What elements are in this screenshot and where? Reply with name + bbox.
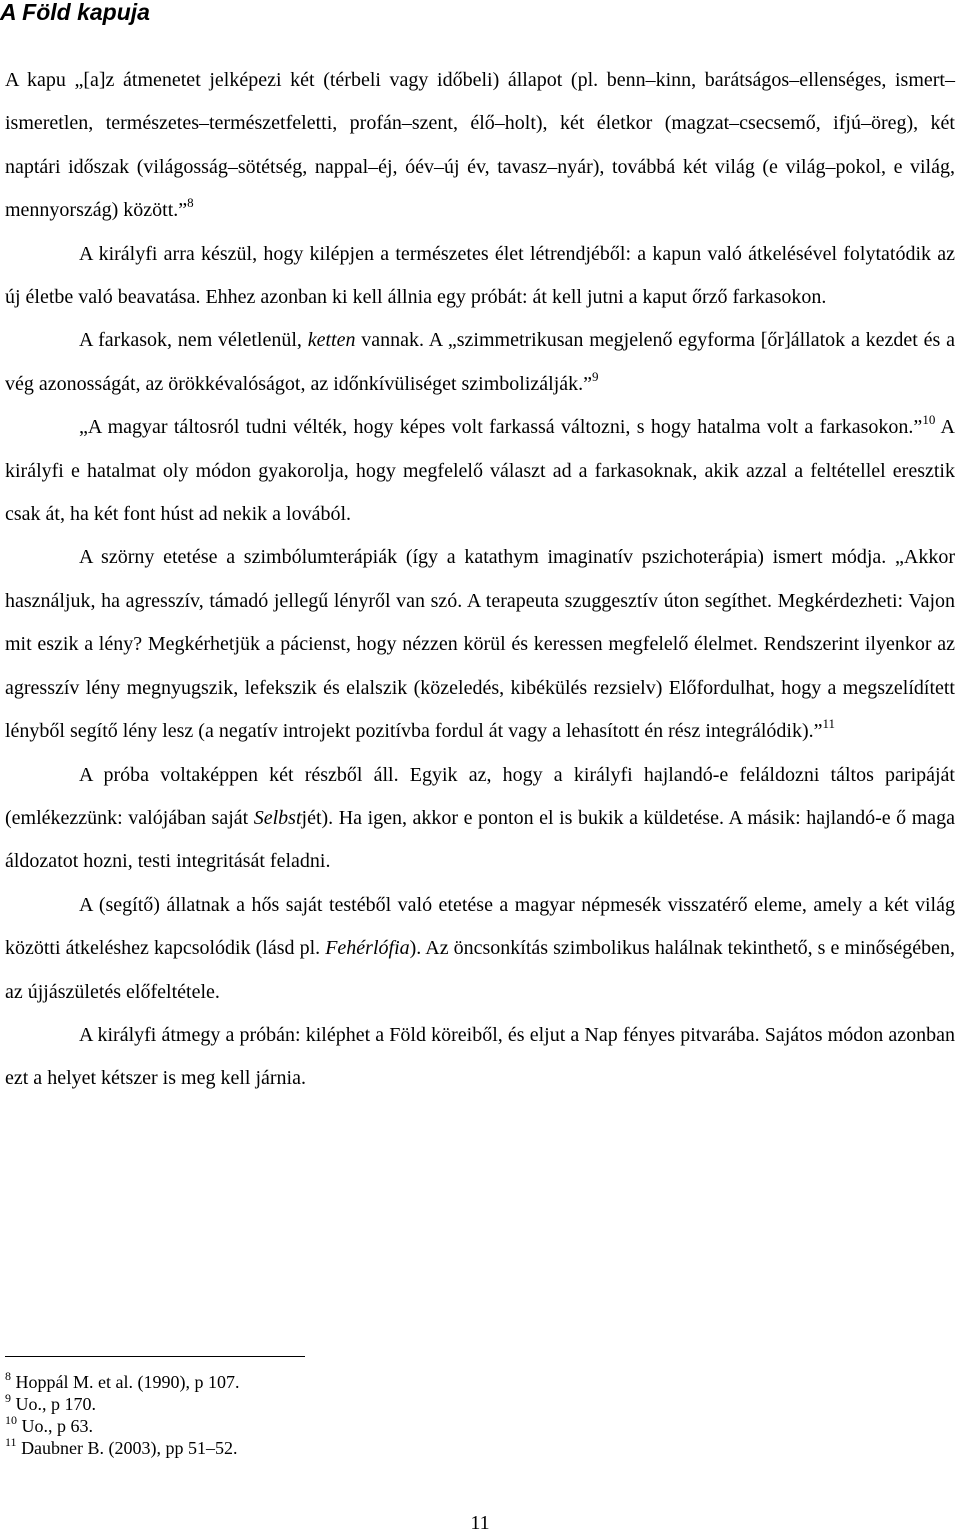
footnote-text: Hoppál M. et al. (1990), p 107. [11,1372,240,1392]
paragraph-text: ). Az öncsonkítás szimbolikus halálnak tekinthető, s e minőségében, az újjászületés előfeltétele. [5,937,955,1003]
footnotes [5,1371,905,1459]
paragraph-text: A királyfi átmegy a próbán: kiléphet a Föld köreiből, és eljut a Nap fényes pitvarába. Sajátos módon azonban ezt a helyet kétszer is meg kell járnia. [5,1023,955,1090]
footnote [5,1415,905,1437]
paragraph [5,233,955,320]
paragraph-text: „A magyar táltosról tudni vélték, hogy képes volt farkassá változni, s hogy hatalma volt a farkasokon.” [79,416,923,439]
paragraph-text: A királyfi e hatalmat oly módon gyakorolja, hogy megfelelő választ ad a farkasoknak, akik azzal a feltétellel eresztik csak át, ha két font húst ad nekik a lovából. [5,416,955,526]
footnote-text: Uo., p 170. [11,1394,96,1414]
italic-text: Selbst [253,806,302,829]
footnote-reference[interactable]: 9 [592,368,599,384]
body-text [5,59,955,1101]
footnote-reference[interactable]: 8 [187,195,194,211]
paragraph-text: A (segítő) állatnak a hős saját testéből való etetése a magyar népmesék visszatérő eleme, amely a két világ közötti átkeléshez kapcsolódik (lásd pl. [5,893,955,960]
footnote [5,1393,905,1415]
italic-text: ketten [307,329,356,352]
paragraph-text: A próba voltaképpen két részből áll. Egyik az, hogy a királyfi hajlandó-e feláldozni táltos paripáját (emlékezzünk: valójában saját [5,763,955,829]
paragraph-text: A kapu „[a]z átmenetet jelképezi két (térbeli vagy időbeli) állapot (pl. benn–kinn, barátságos–ellenséges, ismert–ismeretlen, természetes–természetfeletti, profán–szent, élő–holt), két életkor (magzat–csecsemő, ifjú–öreg), két naptári időszak (világosság–sötétség, nappal–éj, óév–új év, tavasz–nyár), továbbá két világ (e világ–pokol, e világ, mennyország) között.” [5,69,955,222]
italic-text: Fehérlófia [325,937,410,960]
paragraph [5,536,955,753]
footnote-reference[interactable]: 11 [822,716,836,732]
paragraph [5,884,955,1014]
footnote-separator [5,1356,305,1357]
footnote [5,1437,905,1459]
section-heading: A Föld kapuja [0,0,150,25]
paragraph-text: vannak. A „szimmetrikusan megjelenő egyforma [őr]állatok a kezdet és a vég azonosságát, az örökkévalóságot, az időnkívüliséget szimbolizálják.” [5,329,955,395]
paragraph [5,59,955,233]
footnote-text: Daubner B. (2003), pp 51–52. [16,1438,238,1458]
footnote-number: 8 [5,1369,11,1383]
paragraph [5,754,955,884]
paragraph [5,319,955,406]
paragraph-text: A szörny etetése a szimbólumterápiák (így a katathym imaginatív pszichoterápia) ismert módja. „Akkor használjuk, ha agresszív, támadó jellegű lényről van szó. A terapeuta szuggesztív úton segíthet. Megkérdezheti: Vajon mit eszik a lény? Megkérhetjük a pácienst, hogy nézzen körül és keressen megfelelő élelmet. Rendszerint ilyenkor az agresszív lény megnyugszik, lefekszik és elalszik (közeledés, kibékülés rezsielv) Előfordulhat, hogy a megszelídített lényből segítő lény lesz (a negatív introjekt pozitívba fordul át vagy a lehasított én rész integrálódik).” [5,546,955,743]
footnote-number: 9 [5,1391,11,1405]
paragraph-text: jét). Ha igen, akkor e ponton el is bukik a küldetése. A másik: hajlandó-e ő maga áldozatot hozni, testi integritását feladni. [5,806,956,873]
footnote-text: Uo., p 63. [17,1416,93,1436]
footnote-reference[interactable]: 10 [922,412,936,428]
paragraph-text: A farkasok, nem véletlenül, [79,329,308,352]
paragraph [5,406,955,536]
footnote-number: 11 [5,1435,17,1449]
page-number: 11 [470,1512,490,1534]
footnote [5,1371,905,1393]
paragraph [5,1014,955,1101]
paragraph-text: A királyfi arra készül, hogy kilépjen a természetes élet létrendjéből: a kapun való átkelésével folytatódik az új életbe való beavatása. Ehhez azonban ki kell állnia egy próbát: át kell jutni a kaput őrző farkasokon. [5,242,955,309]
footnote-number: 10 [5,1413,17,1427]
